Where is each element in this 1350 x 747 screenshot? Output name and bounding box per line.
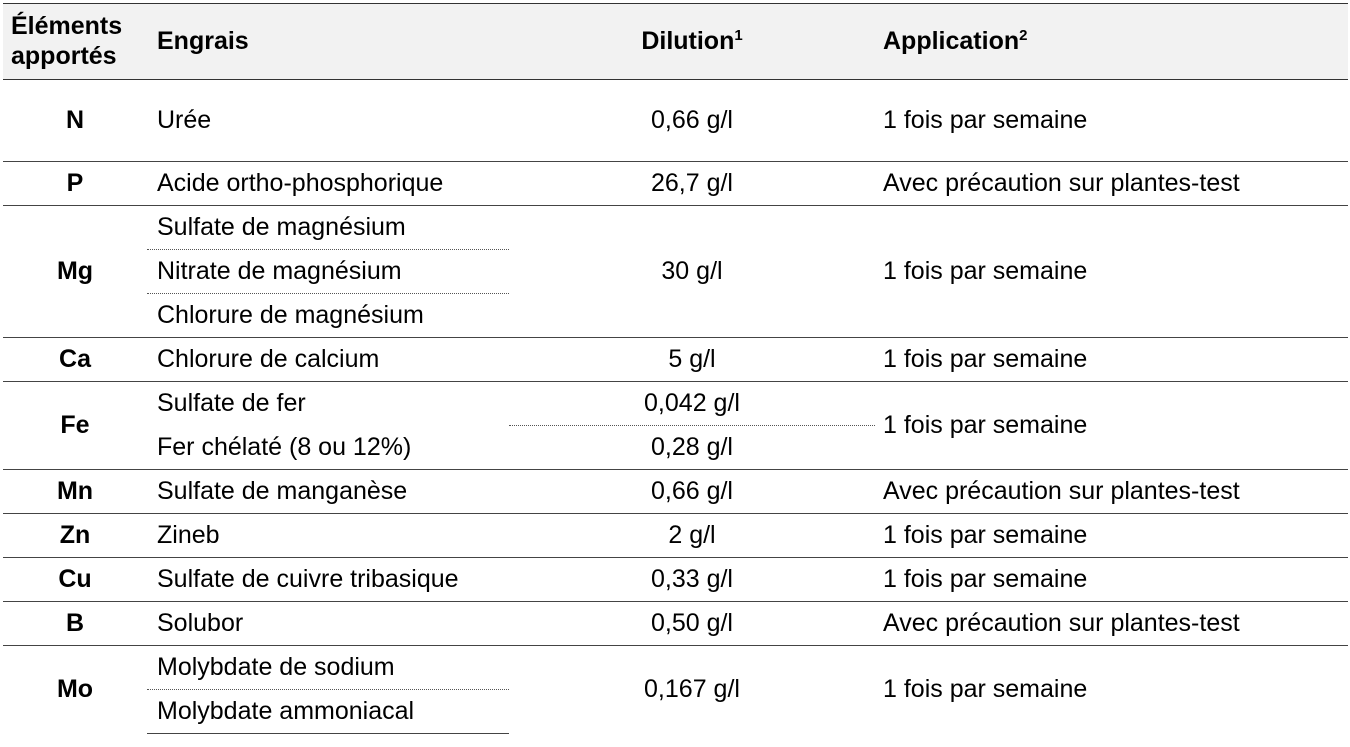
table-row-cu <box>3 558 1348 602</box>
application-cell: Avec précaution sur plantes-test <box>875 470 1348 514</box>
element-cell: Mn <box>3 470 147 514</box>
table-row-b <box>3 602 1348 646</box>
table-header <box>3 4 1348 80</box>
element-cell: Ca <box>3 338 147 382</box>
dilution-cell: 0,28 g/l <box>650 433 733 461</box>
table-row-n <box>3 80 1348 162</box>
element-cell: Cu <box>3 558 147 602</box>
element-cell: N <box>3 80 147 162</box>
dilution-cell: 2 g/l <box>509 514 875 558</box>
table-body <box>3 80 1348 734</box>
header-application-label: Application <box>883 27 1020 55</box>
engrais-cell: Sulfate de manganèse <box>147 470 509 514</box>
application-cell: 1 fois par semaine <box>875 646 1348 734</box>
engrais-cell: Acide ortho-phosphorique <box>147 162 509 206</box>
dilution-cell: 0,66 g/l <box>509 80 875 162</box>
dilution-cell: 5 g/l <box>509 338 875 382</box>
dilution-cell: 30 g/l <box>509 206 875 338</box>
application-cell: 1 fois par semaine <box>875 80 1348 162</box>
header-application <box>875 4 1348 80</box>
application-cell: 1 fois par semaine <box>875 338 1348 382</box>
element-cell: P <box>3 162 147 206</box>
header-elements-line1: Éléments <box>11 12 123 40</box>
element-cell: Mo <box>3 646 147 734</box>
header-engrais: Engrais <box>147 4 509 80</box>
table-row-mo <box>3 646 1348 690</box>
element-cell: B <box>3 602 147 646</box>
engrais-cell: Sulfate de fer <box>147 382 509 426</box>
element-cell: Fe <box>3 382 147 470</box>
engrais-cell: Fer chélaté (8 ou 12%) <box>157 432 412 461</box>
engrais-cell: Chlorure de magnésium <box>157 301 424 329</box>
dilution-cell: 0,33 g/l <box>509 558 875 602</box>
engrais-cell: Molybdate ammoniacal <box>147 690 509 734</box>
table-row-fe <box>3 382 1348 426</box>
header-dilution-label: Dilution <box>641 27 735 55</box>
application-cell: 1 fois par semaine <box>875 514 1348 558</box>
engrais-cell: Sulfate de magnésium <box>147 206 509 250</box>
element-cell: Mg <box>3 206 147 338</box>
engrais-cell: Solubor <box>147 602 509 646</box>
application-cell: Avec précaution sur plantes-test <box>875 602 1348 646</box>
header-dilution <box>509 4 875 80</box>
table-row-ca <box>3 338 1348 382</box>
dilution-cell: 26,7 g/l <box>509 162 875 206</box>
table-row-mn <box>3 470 1348 514</box>
application-cell: 1 fois par semaine <box>875 382 1348 470</box>
table-row-mg <box>3 206 1348 250</box>
table-row-p <box>3 162 1348 206</box>
application-cell: Avec précaution sur plantes-test <box>875 162 1348 206</box>
element-cell: Zn <box>3 514 147 558</box>
engrais-cell: Nitrate de magnésium <box>147 250 509 294</box>
fertilizer-table <box>3 3 1348 734</box>
dilution-cell: 0,042 g/l <box>509 382 875 426</box>
header-elements <box>3 4 147 80</box>
dilution-cell: 0,167 g/l <box>509 646 875 734</box>
dilution-cell: 0,50 g/l <box>509 602 875 646</box>
table-row-zn <box>3 514 1348 558</box>
footnote-2: 2 <box>1019 27 1028 44</box>
engrais-cell: Zineb <box>147 514 509 558</box>
engrais-cell: Chlorure de calcium <box>147 338 509 382</box>
dilution-cell: 0,66 g/l <box>509 470 875 514</box>
application-cell: 1 fois par semaine <box>875 558 1348 602</box>
engrais-cell: Molybdate de sodium <box>147 646 509 690</box>
engrais-cell: Urée <box>147 80 509 162</box>
application-cell: 1 fois par semaine <box>875 206 1348 338</box>
footnote-1: 1 <box>734 27 743 44</box>
engrais-cell: Sulfate de cuivre tribasique <box>147 558 509 602</box>
header-row <box>3 4 1348 80</box>
header-elements-line2: apportés <box>11 41 117 70</box>
